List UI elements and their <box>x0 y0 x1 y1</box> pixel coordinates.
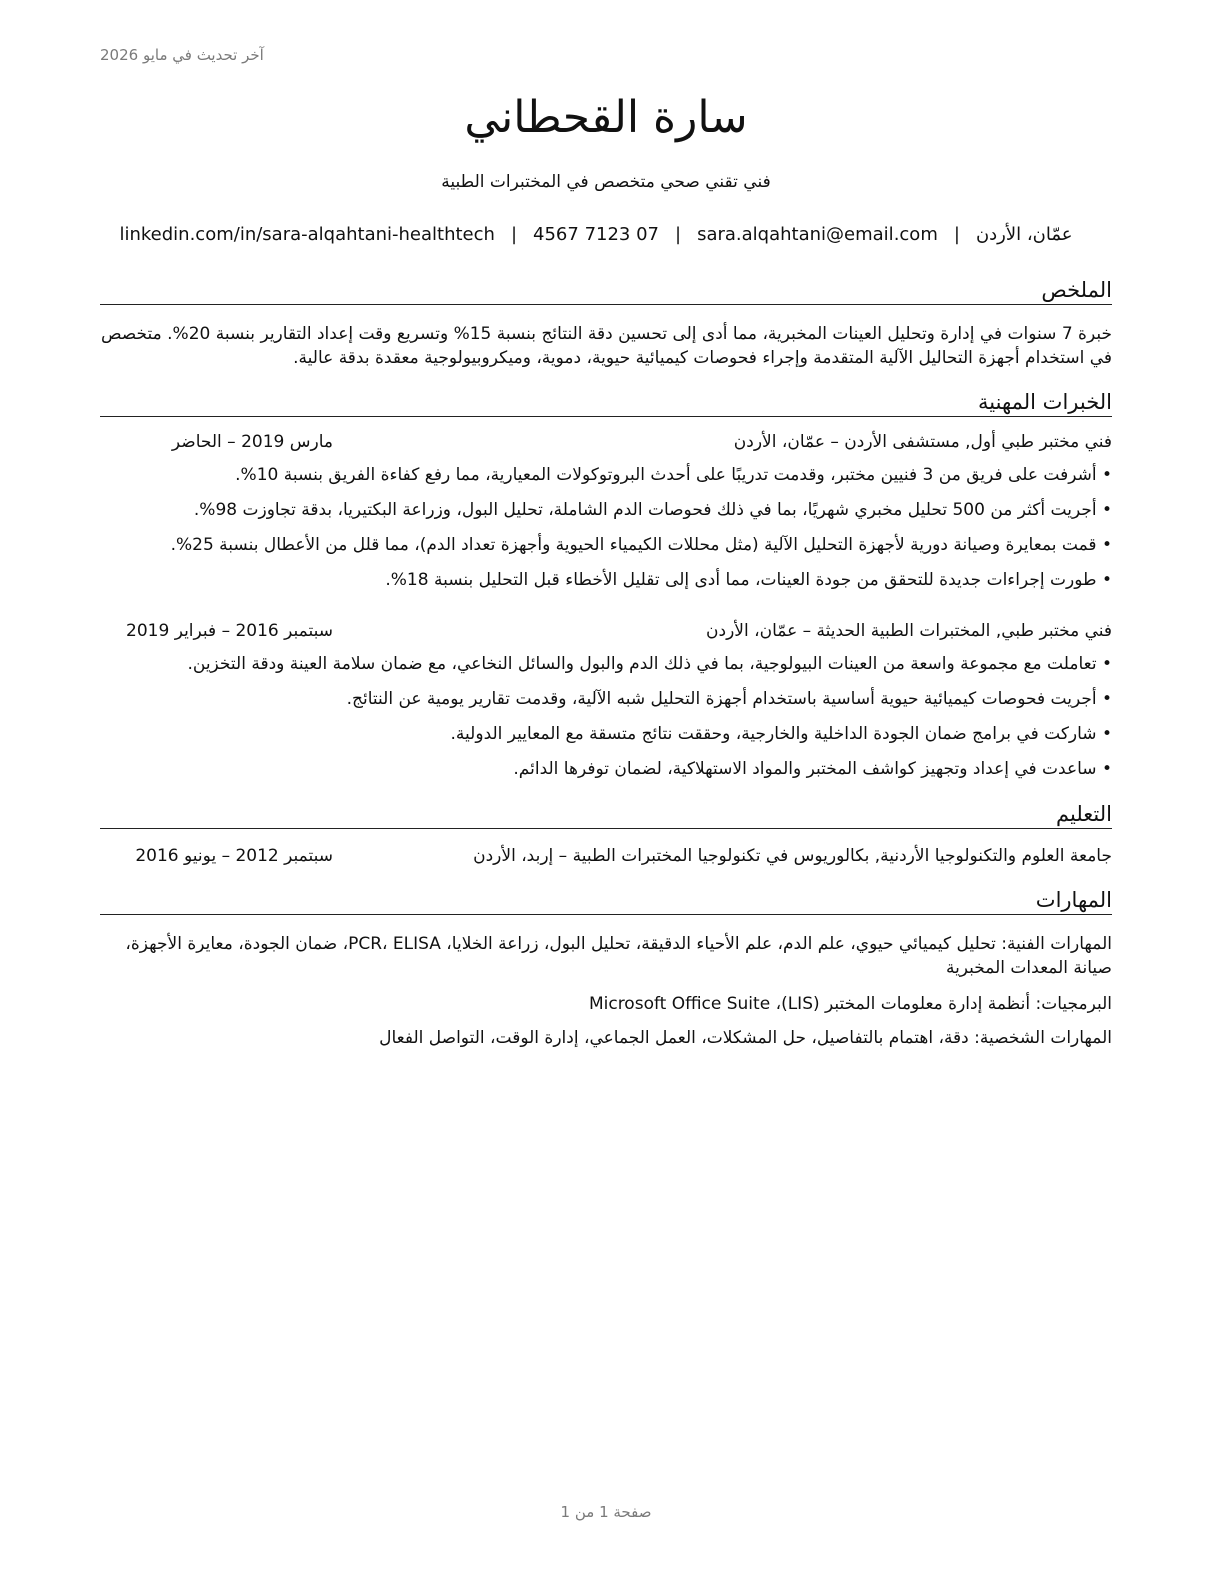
skills-soft: المهارات الشخصية: دقة، اهتمام بالتفاصيل، حل المشكلات، العمل الجماعي، إدارة الوقت، التواصل الفعال <box>379 1028 1112 1048</box>
job-dates: سبتمبر 2016 – فبراير 2019 <box>126 621 333 641</box>
education-entry: جامعة العلوم والتكنولوجيا الأردنية, بكالوريوس في تكنولوجيا المختبرات الطبية – إربد، الأردن <box>473 846 1112 866</box>
job-bullets <box>88 652 1112 792</box>
skills-heading: المهارات <box>100 888 1112 915</box>
skills-technical: المهارات الفنية: تحليل كيميائي حيوي، علم الدم، علم الأحياء الدقيقة، تحليل البول، زراعة الخلايا، PCR، ELISA، ضمان الجودة، معايرة الأجهزة، صيانة المعدات المخبرية <box>125 934 1112 978</box>
job-dates: مارس 2019 – الحاضر <box>171 432 333 452</box>
candidate-subtitle: فني تقني صحي متخصص في المختبرات الطبية <box>441 172 771 192</box>
job-bullets <box>88 463 1112 603</box>
contact-line <box>100 224 1092 245</box>
job-bullet: • طورت إجراءات جديدة للتحقق من جودة العينات، مما أدى إلى تقليل الأخطاء قبل التحليل بنسبة 18%. <box>88 568 1112 603</box>
job-header <box>100 432 1112 456</box>
summary-heading: الملخص <box>100 278 1112 305</box>
candidate-name: سارة القحطاني <box>464 92 748 143</box>
last-updated-note: آخر تحديث في مايو 2026 <box>100 46 264 64</box>
skills-software: البرمجيات: أنظمة إدارة معلومات المختبر (LIS)، Microsoft Office Suite <box>588 994 1112 1014</box>
job-bullet: • أشرفت على فريق من 3 فنيين مختبر، وقدمت تدريبًا على أحدث البروتوكولات المعيارية، مما رفع كفاءة الفريق بنسبة 10%. <box>88 463 1112 498</box>
job-bullet: • تعاملت مع مجموعة واسعة من العينات البيولوجية، بما في ذلك الدم والبول والسائل النخاعي، مع ضمان سلامة العينة ودقة التخزين. <box>88 652 1112 687</box>
contact-location: عمّان، الأردن <box>975 224 1073 245</box>
page-number: صفحة 1 من 1 <box>560 1503 652 1521</box>
experience-heading: الخبرات المهنية <box>100 390 1112 417</box>
contact-email[interactable]: sara.alqahtani@email.com <box>697 224 938 245</box>
job-bullet: • قمت بمعايرة وصيانة دورية لأجهزة التحليل الآلية (مثل محللات الكيمياء الحيوية وأجهزة تعداد الدم)، مما قلل من الأعطال بنسبة 25%. <box>88 533 1112 568</box>
job-title: فني مختبر طبي, المختبرات الطبية الحديثة – عمّان، الأردن <box>706 621 1112 641</box>
job-bullet: • ساعدت في إعداد وتجهيز كواشف المختبر والمواد الاستهلاكية، لضمان توفرها الدائم. <box>88 757 1112 792</box>
contact-phone: 07 7123 4567 <box>533 224 660 245</box>
contact-separator: | <box>510 224 518 245</box>
job-header <box>100 621 1112 645</box>
job-bullet: • أجريت فحوصات كيميائية حيوية أساسية باستخدام أجهزة التحليل شبه الآلية، وقدمت تقارير يومية عن النتائج. <box>88 687 1112 722</box>
contact-separator: | <box>953 224 960 245</box>
job-title: فني مختبر طبي أول, مستشفى الأردن – عمّان، الأردن <box>733 432 1112 452</box>
job-bullet: • شاركت في برامج ضمان الجودة الداخلية والخارجية، وحققت نتائج متسقة مع المعايير الدولية. <box>88 722 1112 757</box>
resume-page <box>100 0 1112 1584</box>
contact-linkedin[interactable]: linkedin.com/in/sara-alqahtani-healthtech <box>119 224 495 245</box>
summary-text: خبرة 7 سنوات في إدارة وتحليل العينات المخبرية، مما أدى إلى تحسين دقة النتائج بنسبة 15% وتسريع وقت إعداد التقارير بنسبة 20%. متخصص في استخدام أجهزة التحاليل الآلية المتقدمة وإجراء فحوصات كيميائية حيوية، دموية، وميكروبيولوجية معقدة بدقة عالية. <box>100 324 1112 368</box>
education-dates: سبتمبر 2012 – يونيو 2016 <box>135 846 333 866</box>
education-heading: التعليم <box>100 802 1112 829</box>
contact-separator: | <box>675 224 682 245</box>
job-bullet: • أجريت أكثر من 500 تحليل مخبري شهريًا، بما في ذلك فحوصات الدم الشاملة، تحليل البول، وزراعة البكتيريا، بدقة تجاوزت 98%. <box>88 498 1112 533</box>
education-entry-row <box>100 846 1112 870</box>
